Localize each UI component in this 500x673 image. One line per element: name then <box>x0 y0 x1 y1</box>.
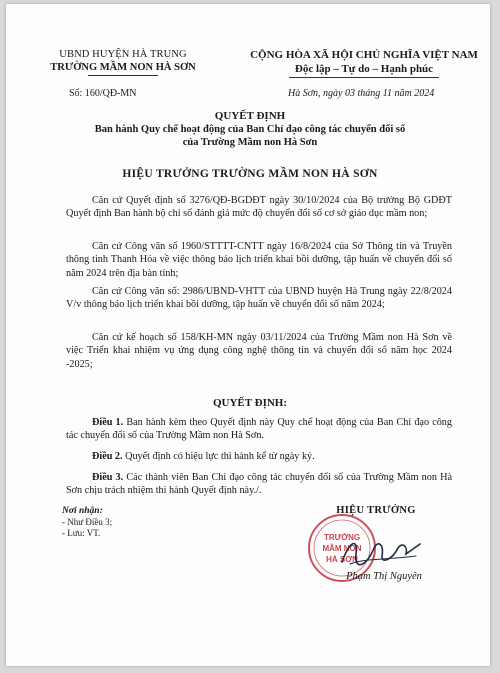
article-label: Điều 3. <box>92 472 124 483</box>
document-title: QUYẾT ĐỊNH <box>214 110 286 122</box>
basis-paragraph: Căn cứ Công văn số 1960/STTTT-CNTT ngày 16/8/2024 của Sở Thông tin và Truyền thông tỉnh Thanh Hóa về việc thông báo lịch triển khai bồi dưỡng, tập huấn về chuyển đổi số năm 2024 trên địa bàn tỉnh; <box>66 241 452 279</box>
svg-text:TRƯỜNG: TRƯỜNG <box>323 533 361 542</box>
document-page <box>6 4 490 666</box>
basis-paragraph: Căn cứ kế hoạch số 158/KH-MN ngày 03/11/2024 của Trường Mầm non Hà Sơn về việc Triển khai nhiệm vụ ứng dụng công nghệ thông tin và chuyển đổi số năm học 2024 -2025; <box>66 332 452 370</box>
signer-name: Phạm Thị Nguyên <box>346 571 422 582</box>
article-label: Điều 1. <box>92 417 124 428</box>
document-number: Số: 160/QĐ-MN <box>69 88 137 99</box>
decision-heading: QUYẾT ĐỊNH: <box>212 397 288 409</box>
basis-paragraph: Căn cứ Quyết định số 3276/QĐ-BGDĐT ngày 30/10/2024 của Bộ trưởng Bộ GDĐT Quyết định Ban hành bộ chỉ số đánh giá mức độ chuyển đổi số cơ sở giáo dục mầm non; <box>66 195 452 220</box>
authority-heading: HIỆU TRƯỞNG TRƯỜNG MẦM NON HÀ SƠN <box>122 168 378 180</box>
signer-title: HIỆU TRƯỞNG <box>336 505 416 516</box>
basis-paragraph: Căn cứ Công văn số: 2986/UBND-VHTT của UBND huyện Hà Trung ngày 22/8/2024 V/v thông báo lịch triển khai bồi dưỡng, tập huấn về chuyển đổi số năm 2024; <box>66 286 452 311</box>
handwritten-signature <box>336 534 426 572</box>
recipients-label: Nơi nhận: <box>62 506 103 516</box>
issuer-org: UBND HUYỆN HÀ TRUNG <box>59 49 187 60</box>
issuer-school: TRƯỜNG MẦM NON HÀ SƠN <box>50 62 196 73</box>
issuer-underline <box>88 75 158 76</box>
subtitle-line-2: của Trường Mầm non Hà Sơn <box>182 137 318 148</box>
issue-date: Hà Sơn, ngày 03 tháng 11 năm 2024 <box>288 88 435 99</box>
recipient-item: - Lưu: VT. <box>62 528 101 538</box>
svg-text:MẦM NON: MẦM NON <box>322 544 362 553</box>
issuer-block <box>28 48 218 76</box>
article-3 <box>66 471 452 498</box>
article-1 <box>66 416 452 443</box>
recipient-item: - Như Điều 3; <box>62 517 113 527</box>
national-motto: Độc lập – Tự do – Hạnh phúc <box>294 63 434 75</box>
national-header <box>240 48 488 78</box>
article-2 <box>66 450 452 463</box>
article-text: Ban hành kèm theo Quyết định này Quy chế hoạt động của Ban Chỉ đạo công tác chuyển đổi số của Trường Mầm non Hà Sơn. <box>66 417 452 442</box>
subtitle-line-1: Ban hành Quy chế hoạt động của Ban Chỉ đạo công tác chuyển đổi số <box>94 124 406 135</box>
recipients-block <box>62 506 112 539</box>
motto-underline <box>289 77 439 78</box>
article-text: Các thành viên Ban Chỉ đạo công tác chuyển đổi số của Trường Mầm non Hà Sơn chịu trách nhiệm thi hành Quyết định này./. <box>66 472 453 497</box>
document-subtitle <box>26 123 474 149</box>
svg-text:HÀ SƠN: HÀ SƠN <box>326 555 358 564</box>
article-text: Quyết định có hiệu lực thi hành kể từ ngày ký. <box>122 451 315 462</box>
nation-name: CỘNG HÒA XÃ HỘI CHỦ NGHĨA VIỆT NAM <box>250 49 478 61</box>
article-label: Điều 2. <box>92 451 123 462</box>
